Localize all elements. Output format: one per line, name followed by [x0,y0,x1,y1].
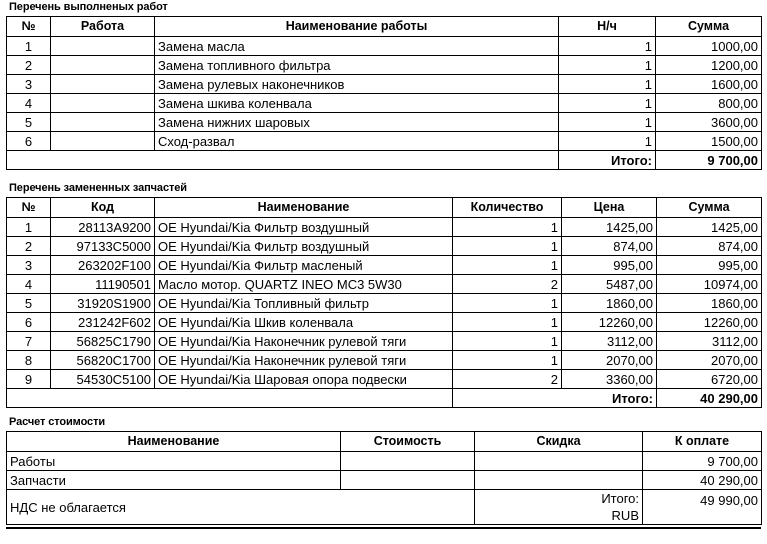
works-col-name: Наименование работы [155,17,559,37]
table-row [7,351,762,370]
parts-table-header-row [7,198,762,218]
parts-cell-price: 1425,00 [562,218,657,237]
works-total-value: 9 700,00 [656,151,762,170]
works-cell-hours: 1 [559,94,656,113]
cost-total-currency: RUB [611,508,639,523]
works-cell-no: 4 [7,94,51,113]
works-cell-hours: 1 [559,113,656,132]
works-cell-sum: 1000,00 [656,37,762,56]
cost-total-row [7,490,762,525]
works-cell-sum: 3600,00 [656,113,762,132]
parts-cell-no: 6 [7,313,51,332]
parts-cell-qty: 1 [453,256,562,275]
works-cell-sum: 1200,00 [656,56,762,75]
works-cell-work [51,132,155,151]
works-cell-no: 1 [7,37,51,56]
parts-cell-no: 4 [7,275,51,294]
parts-cell-code: 31920S1900 [51,294,155,313]
parts-cell-qty: 1 [453,218,562,237]
table-row [7,313,762,332]
works-cell-name: Замена масла [155,37,559,56]
works-cell-no: 6 [7,132,51,151]
spacer-parts-cost [6,408,761,415]
works-cell-sum: 1500,00 [656,132,762,151]
parts-cell-code: 11190501 [51,275,155,294]
spacer-works-parts [6,170,761,181]
parts-cell-name: OE Hyundai/Kia Топливный фильтр [155,294,453,313]
parts-cell-sum: 6720,00 [657,370,762,389]
works-total-filler [7,151,559,170]
table-row [7,237,762,256]
parts-col-name: Наименование [155,198,453,218]
parts-cell-price: 995,00 [562,256,657,275]
parts-cell-price: 3112,00 [562,332,657,351]
works-section-title: Перечень выполненых работ [9,1,168,13]
table-row [7,452,762,471]
cost-section-title: Расчет стоимости [9,416,106,428]
parts-cell-code: 56825C1790 [51,332,155,351]
table-row [7,256,762,275]
parts-cell-name: OE Hyundai/Kia Шаровая опора подвески [155,370,453,389]
parts-cell-name: Масло мотор. QUARTZ INEO MC3 5W30 [155,275,453,294]
parts-col-code: Код [51,198,155,218]
table-row [7,370,762,389]
cost-col-name: Наименование [7,432,341,452]
cost-col-discount: Скидка [475,432,643,452]
parts-table [6,197,762,408]
table-row [7,294,762,313]
works-cell-work [51,56,155,75]
parts-cell-price: 874,00 [562,237,657,256]
cost-cell-cost [341,452,475,471]
parts-cell-name: OE Hyundai/Kia Наконечник рулевой тяги [155,351,453,370]
parts-cell-qty: 1 [453,332,562,351]
works-cell-sum: 1600,00 [656,75,762,94]
bottom-rule [6,527,761,529]
parts-cell-no: 9 [7,370,51,389]
works-cell-name: Замена рулевых наконечников [155,75,559,94]
parts-cell-sum: 1425,00 [657,218,762,237]
parts-cell-sum: 2070,00 [657,351,762,370]
works-cell-hours: 1 [559,56,656,75]
parts-cell-code: 97133C5000 [51,237,155,256]
works-cell-work [51,75,155,94]
table-row [7,132,762,151]
cost-total-label: Итого: [601,491,639,506]
parts-cell-price: 12260,00 [562,313,657,332]
parts-col-price: Цена [562,198,657,218]
parts-cell-code: 54530C5100 [51,370,155,389]
table-row [7,275,762,294]
cost-col-payable: К оплате [643,432,762,452]
works-cell-hours: 1 [559,37,656,56]
table-row [7,94,762,113]
cost-cell-payable: 9 700,00 [643,452,762,471]
parts-cell-sum: 12260,00 [657,313,762,332]
parts-cell-no: 1 [7,218,51,237]
parts-col-sum: Сумма [657,198,762,218]
parts-total-row [7,389,762,408]
works-cell-name: Замена нижних шаровых [155,113,559,132]
works-cell-no: 2 [7,56,51,75]
parts-cell-qty: 1 [453,351,562,370]
cost-cell-name: Работы [7,452,341,471]
works-col-hours: Н/ч [559,17,656,37]
parts-cell-qty: 2 [453,275,562,294]
parts-cell-sum: 10974,00 [657,275,762,294]
parts-cell-sum: 995,00 [657,256,762,275]
works-total-row [7,151,762,170]
cost-cell-cost [341,471,475,490]
cost-total-label-cell [475,490,643,525]
works-cell-hours: 1 [559,75,656,94]
works-cell-no: 5 [7,113,51,132]
cost-cell-discount [475,452,643,471]
works-cell-name: Сход-развал [155,132,559,151]
parts-cell-name: OE Hyundai/Kia Шкив коленвала [155,313,453,332]
parts-cell-code: 28113A9200 [51,218,155,237]
parts-section-title: Перечень замененных запчастей [9,182,187,194]
parts-cell-qty: 1 [453,237,562,256]
table-row [7,218,762,237]
cost-cell-payable: 40 290,00 [643,471,762,490]
works-cell-name: Замена шкива коленвала [155,94,559,113]
table-row [7,75,762,94]
table-row [7,113,762,132]
parts-total-filler [7,389,453,408]
works-cell-work [51,94,155,113]
parts-cell-code: 56820C1700 [51,351,155,370]
cost-col-cost: Стоимость [341,432,475,452]
table-row [7,37,762,56]
parts-cell-no: 7 [7,332,51,351]
parts-col-qty: Количество [453,198,562,218]
parts-cell-name: OE Hyundai/Kia Наконечник рулевой тяги [155,332,453,351]
works-cell-hours: 1 [559,132,656,151]
parts-cell-name: OE Hyundai/Kia Фильтр воздушный [155,218,453,237]
parts-cell-no: 8 [7,351,51,370]
works-col-work: Работа [51,17,155,37]
parts-total-value: 40 290,00 [657,389,762,408]
parts-cell-price: 3360,00 [562,370,657,389]
works-col-sum: Сумма [656,17,762,37]
works-cell-work [51,37,155,56]
parts-cell-code: 263202F100 [51,256,155,275]
parts-col-no: № [7,198,51,218]
parts-cell-qty: 1 [453,313,562,332]
parts-cell-price: 1860,00 [562,294,657,313]
table-row [7,332,762,351]
works-table [6,16,762,170]
parts-cell-name: OE Hyundai/Kia Фильтр воздушный [155,237,453,256]
table-row [7,471,762,490]
parts-cell-price: 2070,00 [562,351,657,370]
parts-cell-no: 3 [7,256,51,275]
parts-total-label: Итого: [453,389,657,408]
works-cell-work [51,113,155,132]
works-cell-name: Замена топливного фильтра [155,56,559,75]
cost-table [6,431,762,525]
table-row [7,56,762,75]
cost-total-value: 49 990,00 [643,490,762,525]
works-cell-sum: 800,00 [656,94,762,113]
works-total-label: Итого: [559,151,656,170]
works-cell-no: 3 [7,75,51,94]
cost-cell-discount [475,471,643,490]
parts-cell-no: 5 [7,294,51,313]
parts-cell-price: 5487,00 [562,275,657,294]
vat-note: НДС не облагается [7,490,475,525]
parts-cell-qty: 2 [453,370,562,389]
parts-cell-qty: 1 [453,294,562,313]
works-col-no: № [7,17,51,37]
parts-cell-code: 231242F602 [51,313,155,332]
works-table-header-row [7,17,762,37]
parts-cell-sum: 1860,00 [657,294,762,313]
parts-cell-name: OE Hyundai/Kia Фильтр масленый [155,256,453,275]
cost-table-header-row [7,432,762,452]
parts-cell-sum: 3112,00 [657,332,762,351]
cost-cell-name: Запчасти [7,471,341,490]
parts-cell-no: 2 [7,237,51,256]
parts-cell-sum: 874,00 [657,237,762,256]
